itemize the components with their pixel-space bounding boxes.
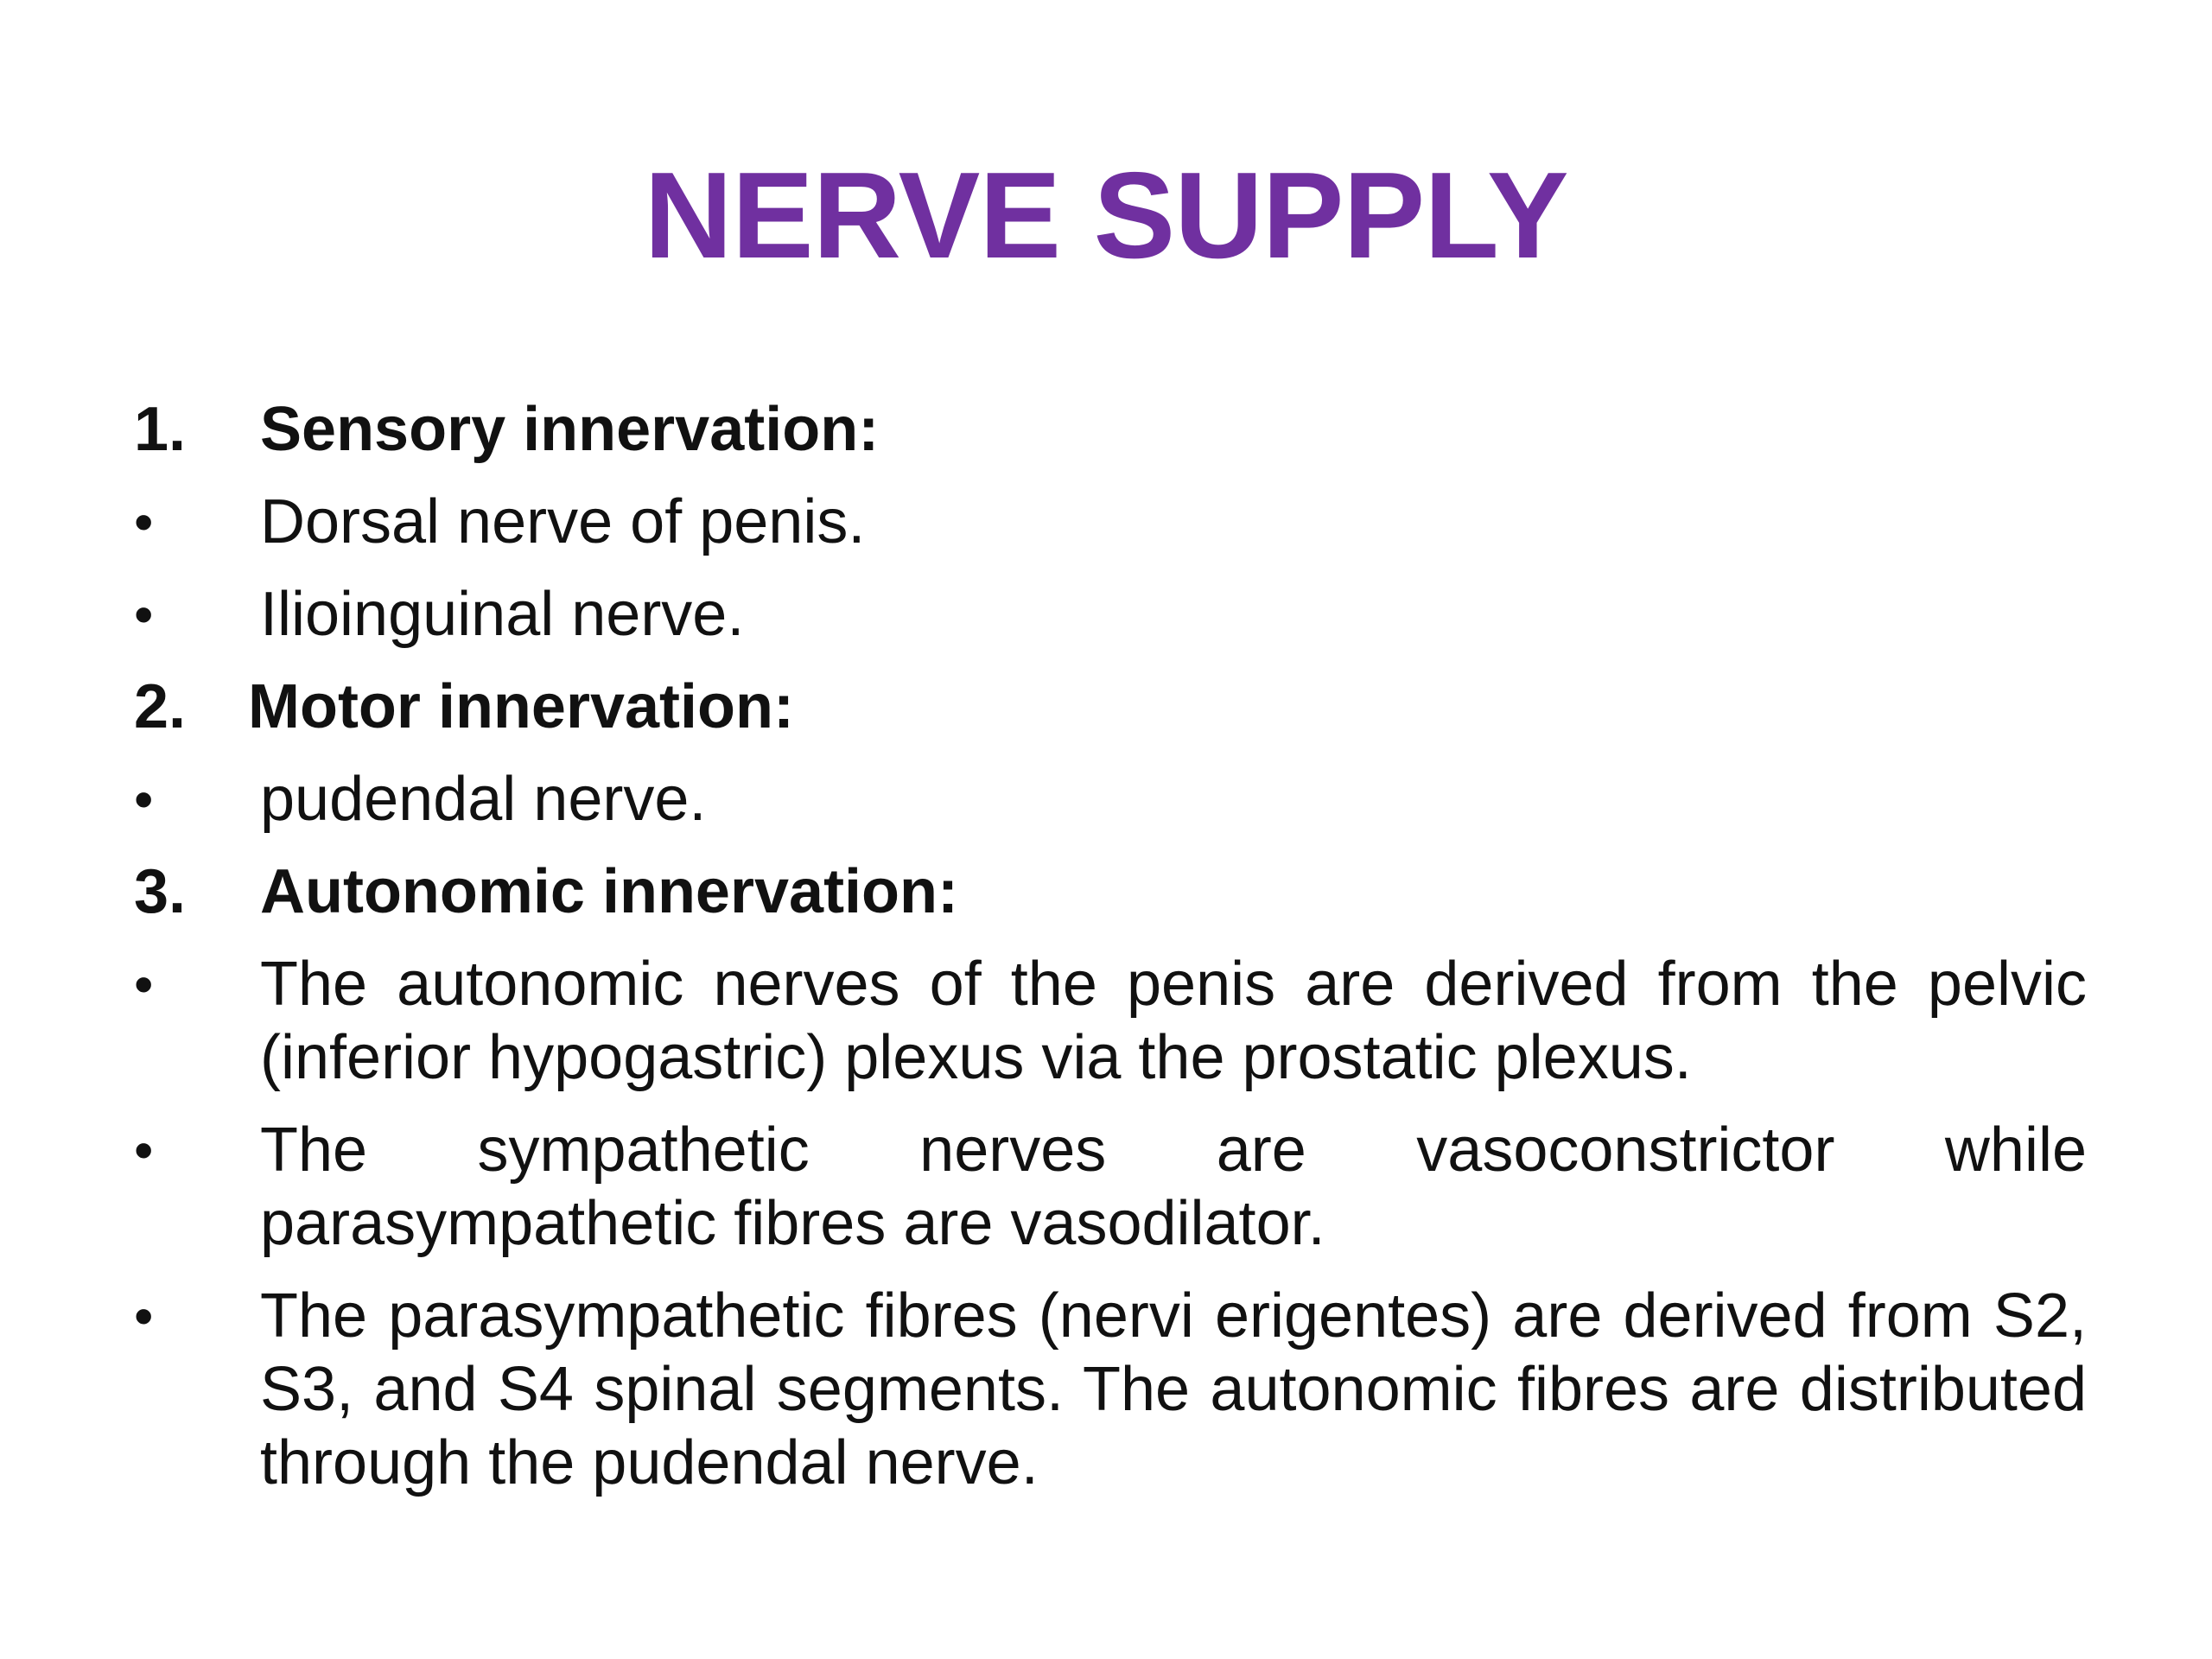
- bullet-text: Dorsal nerve of penis.: [260, 487, 866, 556]
- bullet-text: Ilioinguinal nerve.: [260, 580, 745, 649]
- section-heading-sensory: [134, 393, 2087, 467]
- section-number: 1.: [134, 395, 187, 464]
- bullet-item: [134, 1280, 2087, 1500]
- bullet-text: The parasympathetic fibres (nervi erigentes) are derived from S2, S3, and S4 spinal segments. The autonomic fibres are distributed through the pudendal nerve.: [260, 1281, 2087, 1497]
- bullet-icon: •: [134, 1285, 154, 1347]
- section-heading-autonomic: [134, 855, 2087, 929]
- bullet-item: [134, 1114, 2087, 1261]
- bullet-item: [134, 578, 2087, 652]
- bullet-icon: •: [134, 953, 154, 1015]
- bullet-item: [134, 948, 2087, 1095]
- bullet-icon: •: [134, 491, 154, 553]
- bullet-icon: •: [134, 1119, 154, 1181]
- bullet-text: pudendal nerve.: [260, 765, 707, 834]
- bullet-item: [134, 486, 2087, 559]
- slide-content: [134, 393, 2087, 1519]
- bullet-text: The autonomic nerves of the penis are derived from the pelvic (inferior hypogastric) plexus via the prostatic plexus.: [260, 950, 2087, 1092]
- bullet-text: The sympathetic nerves are vasoconstrictor while parasympathetic fibres are vasodilator.: [260, 1116, 2087, 1258]
- bullet-icon: •: [134, 583, 154, 645]
- bullet-item: [134, 763, 2087, 836]
- section-heading-text: Sensory innervation:: [260, 395, 880, 464]
- section-heading-text: Autonomic innervation:: [260, 857, 958, 926]
- slide-title: NERVE SUPPLY: [644, 147, 1568, 284]
- section-heading-text: Motor innervation:: [248, 672, 794, 741]
- section-number: 2.: [134, 672, 187, 741]
- section-number: 3.: [134, 857, 187, 926]
- bullet-icon: •: [134, 768, 154, 830]
- section-heading-motor: [134, 671, 2087, 744]
